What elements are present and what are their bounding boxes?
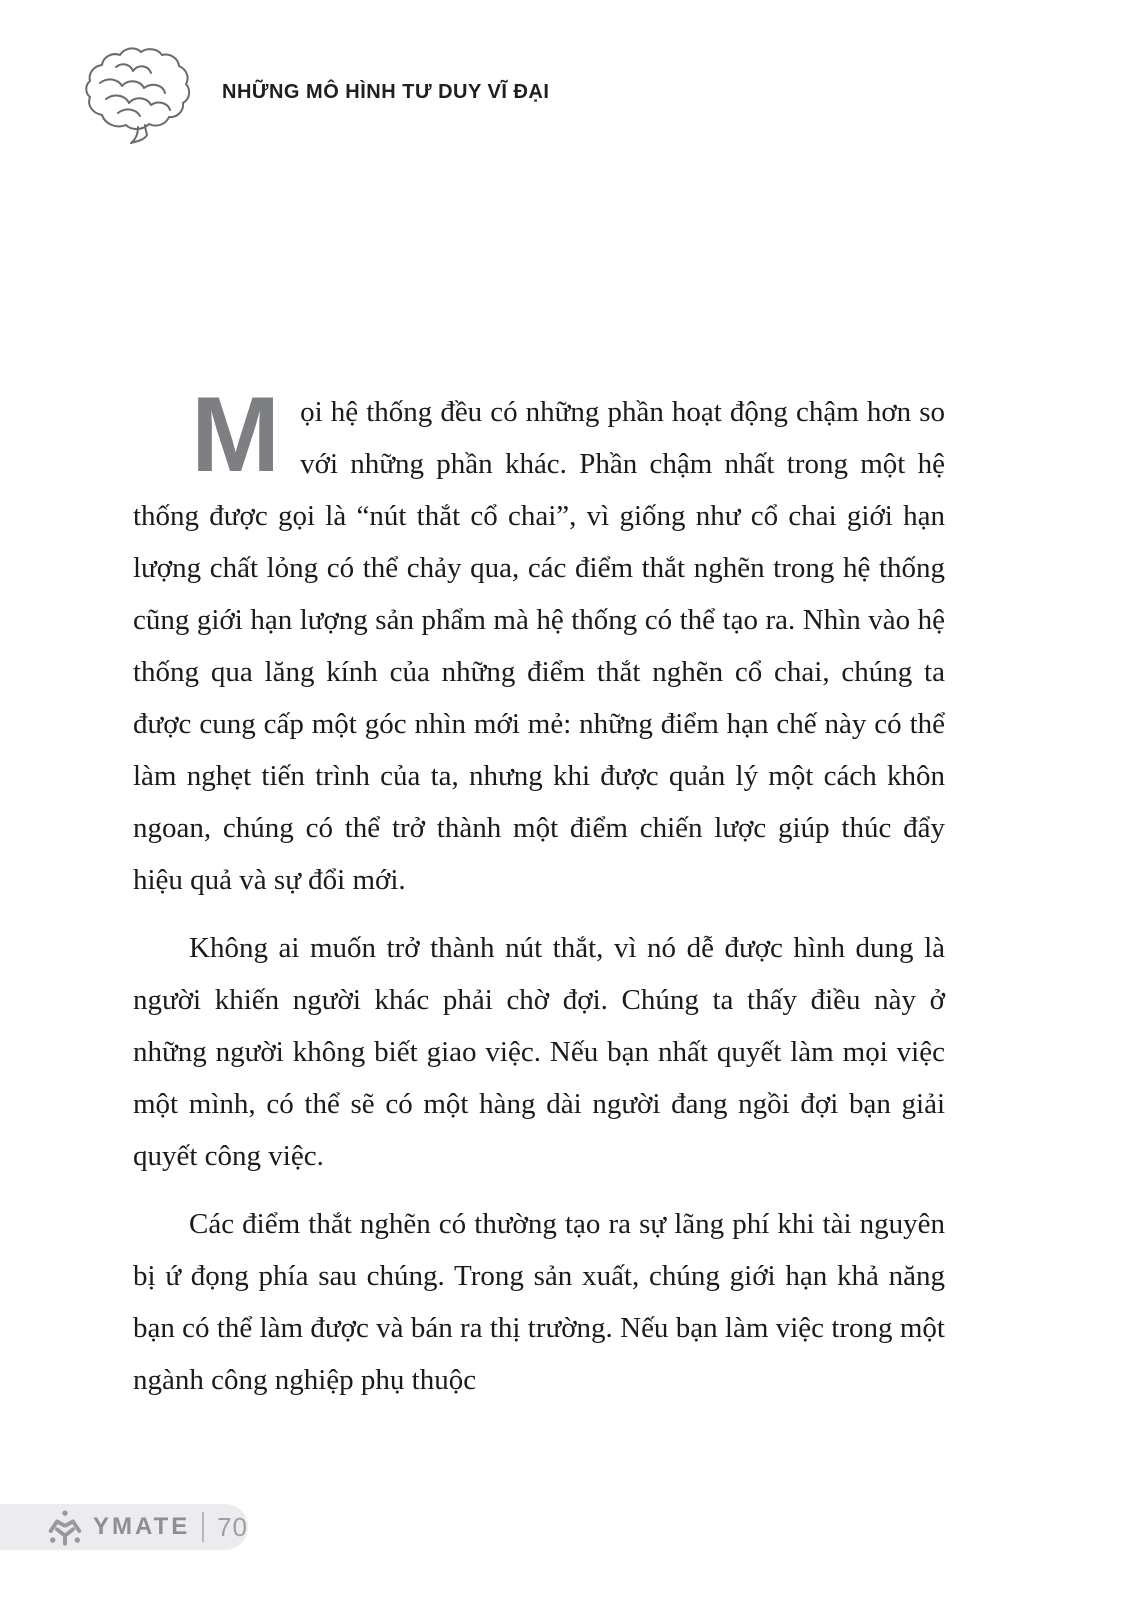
running-header [78,42,549,148]
ymate-logo-icon [46,1508,84,1546]
footer-page-number: 70 [217,1511,248,1542]
drop-cap: M [191,374,281,494]
footer-brand-label: YMATE [93,1513,191,1540]
running-header-title: NHỮNG MÔ HÌNH TƯ DUY VĨ ĐẠI [222,80,550,103]
paragraph-1 [133,374,945,906]
paragraph-3: Các điểm thắt nghẽn có thường tạo ra sự lãng phí khi tài nguyên bị ứ đọng phía sau chúng. Trong sản xuất, chúng giới hạn khả năng bạn có thể làm được và bán ra thị trường. Nếu bạn làm việc trong một ngành công nghiệp phụ thuộc [133,1208,945,1396]
article-body [133,374,945,1406]
paragraph-1-text: ọi hệ thống đều có những phần hoạt động chậm hơn so với những phần khác. Phần chậm nhất trong một hệ thống được gọi là “nút thắt cổ chai”, vì giống như cổ chai giới hạn lượng chất lỏng có thể chảy qua, các điểm thắt nghẽn trong hệ thống cũng giới hạn lượng sản phẩm mà hệ thống có thể tạo ra. Nhìn vào hệ thống qua lăng kính của những điểm thắt nghẽn cổ chai, chúng ta được cung cấp một góc nhìn mới mẻ: những điểm hạn chế này có thể làm nghẹt tiến trình của ta, nhưng khi được quản lý một cách khôn ngoan, chúng có thể trở thành một điểm chiến lược giúp thúc đẩy hiệu quả và sự đổi mới. [133,396,945,896]
footer-divider [202,1512,204,1542]
footer-pill [0,1504,248,1550]
brain-icon [78,42,198,148]
paragraph-2: Không ai muốn trở thành nút thắt, vì nó dễ được hình dung là người khiến người khác phải chờ đợi. Chúng ta thấy điều này ở những người không biết giao việc. Nếu bạn nhất quyết làm mọi việc một mình, có thể sẽ có một hàng dài người đang ngồi đợi bạn giải quyết công việc. [133,932,945,1172]
